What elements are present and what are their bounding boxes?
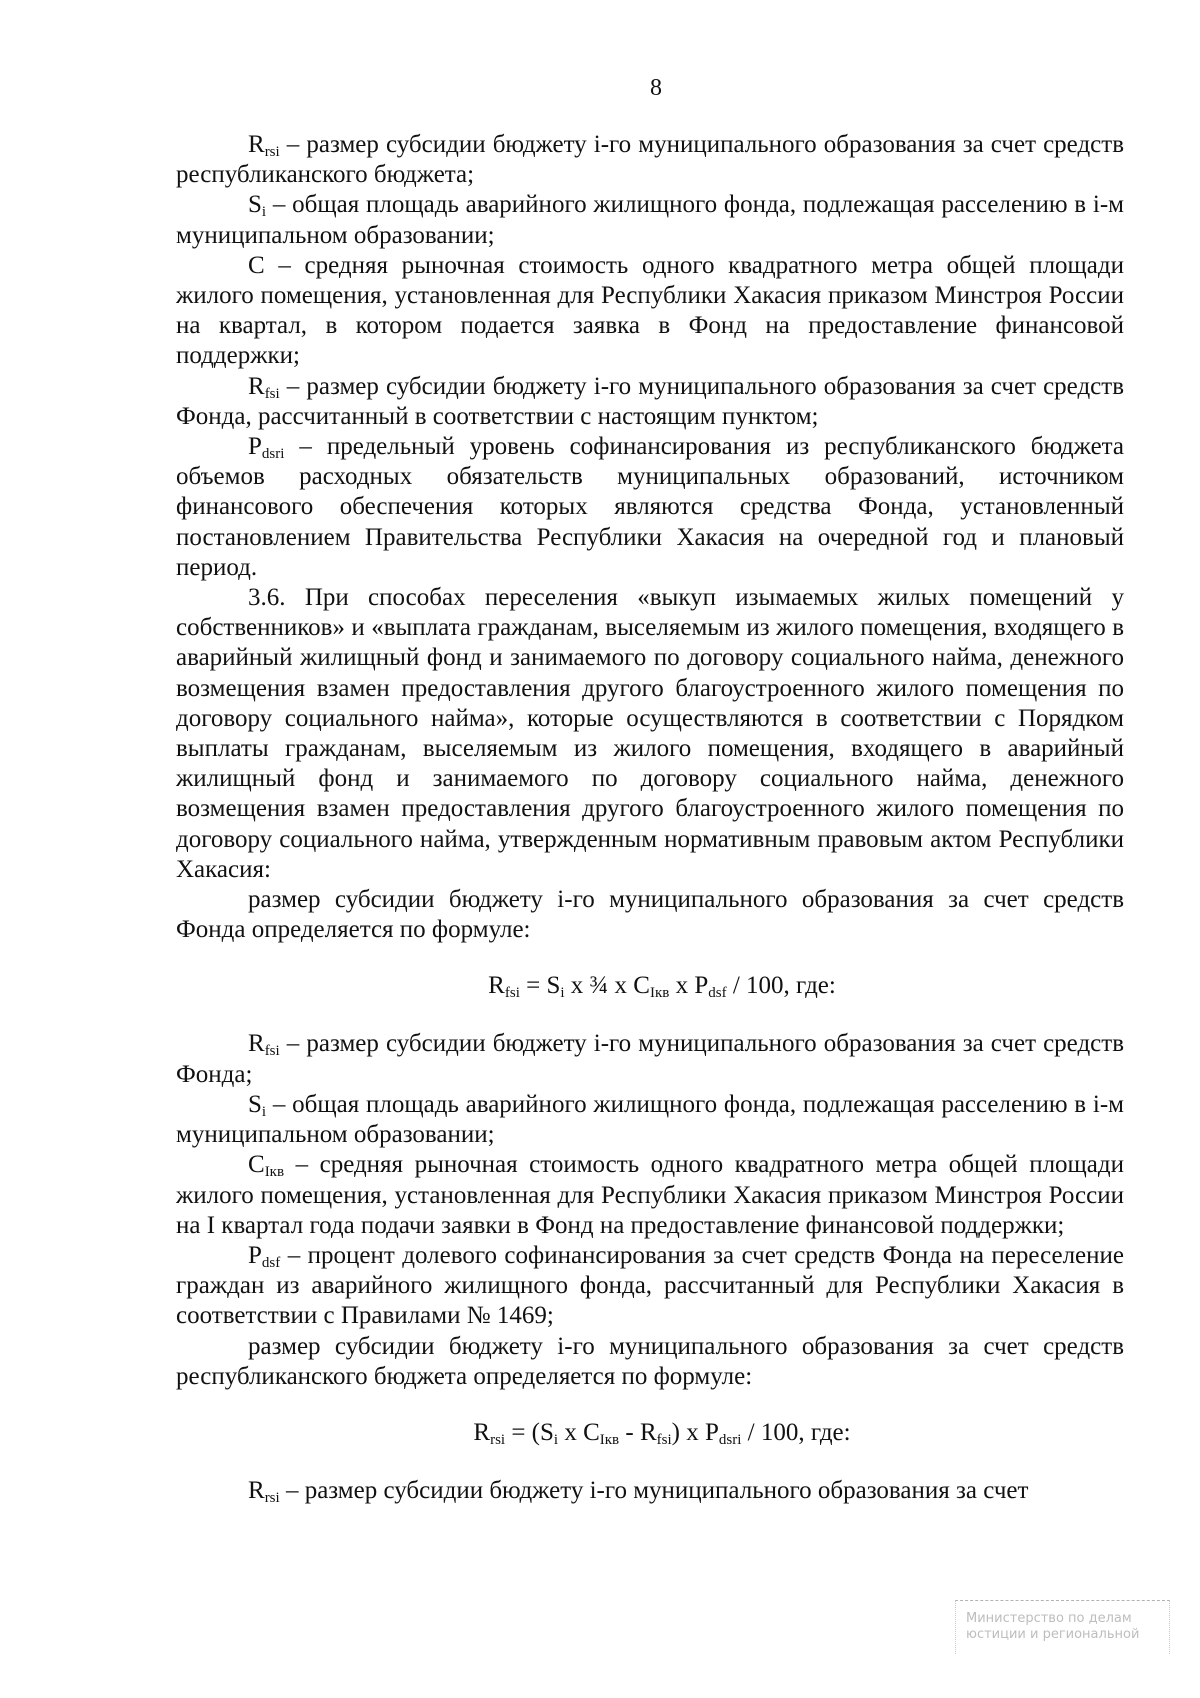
paragraph: $R_{rsi}$ – размер субсидии бюджету i-го муниципального образования за счет [248, 1476, 1029, 1506]
paragraph: $C_{Iкв}$ – средняя рыночная стоимость одного квадратного метра общей площади жилого помещения, установленная для Республики Хакасия приказом Минстроя России на I квартал года подачи заявки в Фонд на предоставление финансовой поддержки; [176, 1151, 1124, 1239]
stamp-line: Министерство по делам [966, 1611, 1132, 1626]
paragraph: $S_i$ – общая площадь аварийного жилищного фонда, подлежащая расселению в i-м муниципальном образовании; [176, 1090, 1124, 1149]
formula-rfsi: $R_{fsi} = S_i$ x ¾ x $C_{Iкв}$ x $P_{dsf} / 100$, где: [488, 972, 836, 1002]
definitions-block-2 [176, 1029, 1124, 1391]
stamp-line: юстиции и региональной [966, 1627, 1140, 1642]
paragraph: $P_{dsf}$ – процент долевого софинансирования за счет средств Фонда на переселение граждан из аварийного жилищного фонда, рассчитанный для Республики Хакасия в соответствии с Правилами № 1469; [176, 1241, 1124, 1330]
formula-rrsi: $R_{rsi} = (S_i$ x $C_{Iкв} - R_{fsi}$) x $P_{dsri} / 100$, где: [473, 1418, 851, 1448]
paragraph: размер субсидии бюджету i-го муниципального образования за счет средств Фонда определяется по формуле: [176, 886, 1124, 944]
paragraph: $P_{dsri}$ – предельный уровень софинансирования из республиканского бюджета объемов расходных обязательств муниципальных образований, источником финансового обеспечения которых являются средства Фонда, установленный постановлением Правительства Республики Хакасия на очередной год и плановый период. [176, 433, 1124, 581]
paragraph: размер субсидии бюджету i-го муниципального образования за счет средств республиканского бюджета определяется по формуле: [176, 1332, 1124, 1390]
document-page [176, 68, 1124, 1506]
paragraph: С – средняя рыночная стоимость одного квадратного метра общей площади жилого помещения, установленная для Республики Хакасия приказом Минстроя России на квартал, в котором подается заявка в Фонд на предоставление финансовой поддержки; [176, 251, 1124, 370]
paragraph: $R_{fsi}$ – размер субсидии бюджету i-го муниципального образования за счет средств Фонда, рассчитанный в соответствии с настоящим пунктом; [176, 372, 1124, 430]
paragraph: $R_{fsi}$ – размер субсидии бюджету i-го муниципального образования за счет средств Фонда; [176, 1030, 1124, 1088]
paragraph-3-6: 3.6. При способах переселения «выкуп изымаемых жилых помещений у собственников» и «выплата гражданам, выселяемым из жилого помещения, входящего в аварийный жилищный фонд и занимаемого по договору социального найма, денежного возмещения взамен предоставления другого благоустроенного жилого помещения по договору социального найма», которые осуществляются в соответствии с Порядком выплаты гражданам, выселяемым из жилого помещения, входящего в аварийный жилищный фонд и занимаемого по договору социального найма, денежного возмещения взамен предоставления другого благоустроенного жилого помещения по договору социального найма, утвержденным нормативным правовым актом Республики Хакасия: [176, 584, 1124, 883]
registration-stamp [955, 1600, 1170, 1654]
definitions-block-1 [176, 130, 1124, 945]
definitions-block-3 [176, 1476, 1124, 1506]
paragraph: $R_{rsi}$ – размер субсидии бюджету i-го муниципального образования за счет средств республиканского бюджета; [176, 131, 1124, 189]
page-number: 8 [650, 75, 662, 101]
paragraph: $S_i$ – общая площадь аварийного жилищного фонда, подлежащая расселению в i-м муниципальном образовании; [176, 191, 1124, 249]
